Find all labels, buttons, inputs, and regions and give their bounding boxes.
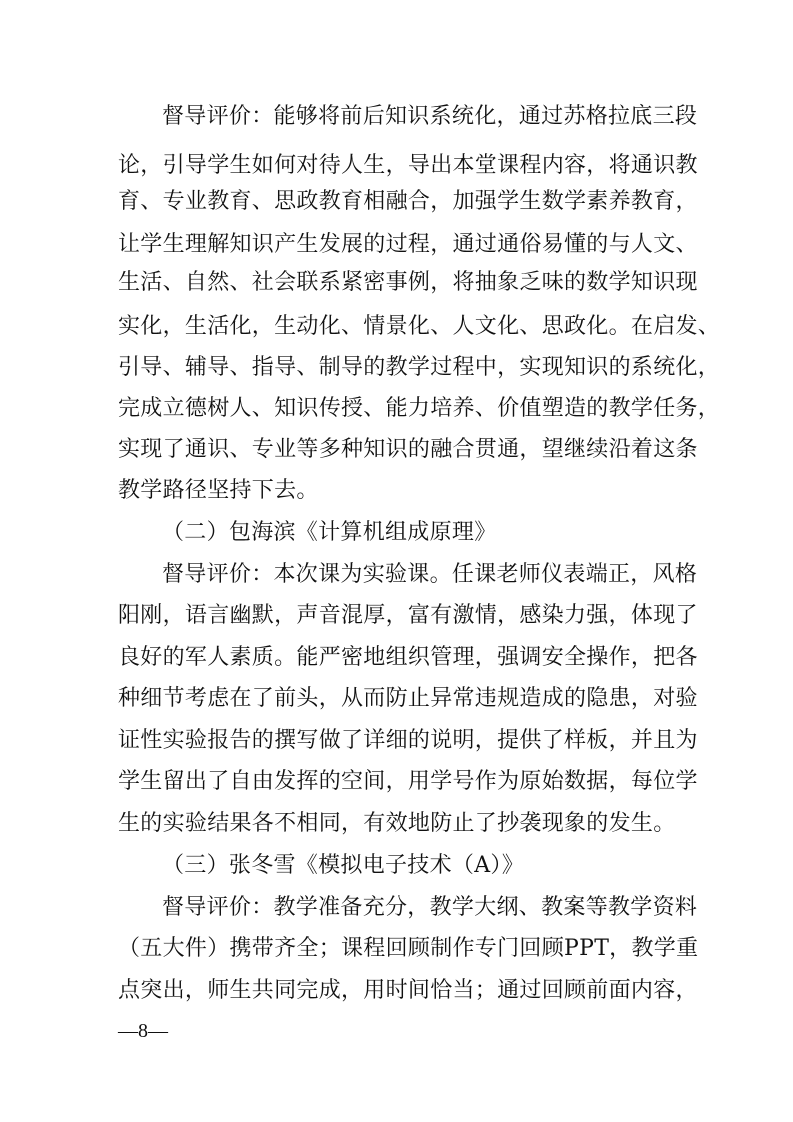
paragraph-1-line-8: 完成立德树人、知识传授、能力培养、价值塑造的教学任务， bbox=[118, 396, 721, 421]
paragraph-2-line-4: 种细节考虑在了前头，从而防止异常违规造成的隐患，对验 bbox=[118, 686, 698, 711]
paragraph-2-line-6: 学生留出了自由发挥的空间，用学号作为原始数据，每位学 bbox=[118, 769, 698, 794]
paragraph-1-line-6: 实化，生活化，生动化、情景化、人文化、思政化。在启发、 bbox=[118, 314, 721, 339]
paragraph-1-line-4: 让学生理解知识产生发展的过程，通过通俗易懂的与人文、 bbox=[118, 232, 698, 257]
paragraph-2-line-2: 阳刚，语言幽默，声音混厚，富有激情，感染力强，体现了 bbox=[118, 603, 698, 628]
paragraph-3-line-3: 点突出，师生共同完成，用时间恰当；通过回顾前面内容， bbox=[118, 978, 698, 1003]
section-heading-3: （三）张冬雪《模拟电子技术（A）》 bbox=[162, 853, 524, 878]
paragraph-2-line-1: 督导评价：本次课为实验课。任课老师仪表端正，风格 bbox=[162, 562, 698, 587]
paragraph-1-line-10: 教学路径坚持下去。 bbox=[118, 478, 319, 503]
page-number: —8— bbox=[118, 1020, 168, 1042]
paragraph-1-line-9: 实现了通识、专业等多种知识的融合贯通，望继续沿着这条 bbox=[118, 437, 698, 462]
paragraph-2-line-5: 证性实验报告的撰写做了详细的说明，提供了样板，并且为 bbox=[118, 728, 698, 753]
paragraph-1-line-2: 论，引导学生如何对待人生，导出本堂课程内容，将通识教 bbox=[118, 153, 698, 178]
paragraph-1-line-5: 生活、自然、社会联系紧密事例，将抽象乏味的数学知识现 bbox=[118, 270, 698, 295]
paragraph-3-line-1: 督导评价：教学准备充分，教学大纲、教案等教学资料 bbox=[162, 895, 698, 920]
paragraph-2-line-3: 良好的军人素质。能严密地组织管理，强调安全操作，把各 bbox=[118, 645, 698, 670]
paragraph-2-line-7: 生的实验结果各不相同，有效地防止了抄袭现象的发生。 bbox=[118, 811, 676, 836]
paragraph-3-line-2: （五大件）携带齐全；课程回顾制作专门回顾PPT，教学重 bbox=[118, 936, 699, 961]
paragraph-1-line-1: 督导评价：能够将前后知识系统化，通过苏格拉底三段 bbox=[162, 104, 698, 129]
paragraph-1-line-7: 引导、辅导、指导、制导的教学过程中，实现知识的系统化， bbox=[118, 355, 721, 380]
paragraph-1-line-3: 育、专业教育、思政教育相融合，加强学生数学素养教育， bbox=[118, 189, 698, 214]
section-heading-2: （二）包海滨《计算机组成原理》 bbox=[162, 520, 497, 545]
